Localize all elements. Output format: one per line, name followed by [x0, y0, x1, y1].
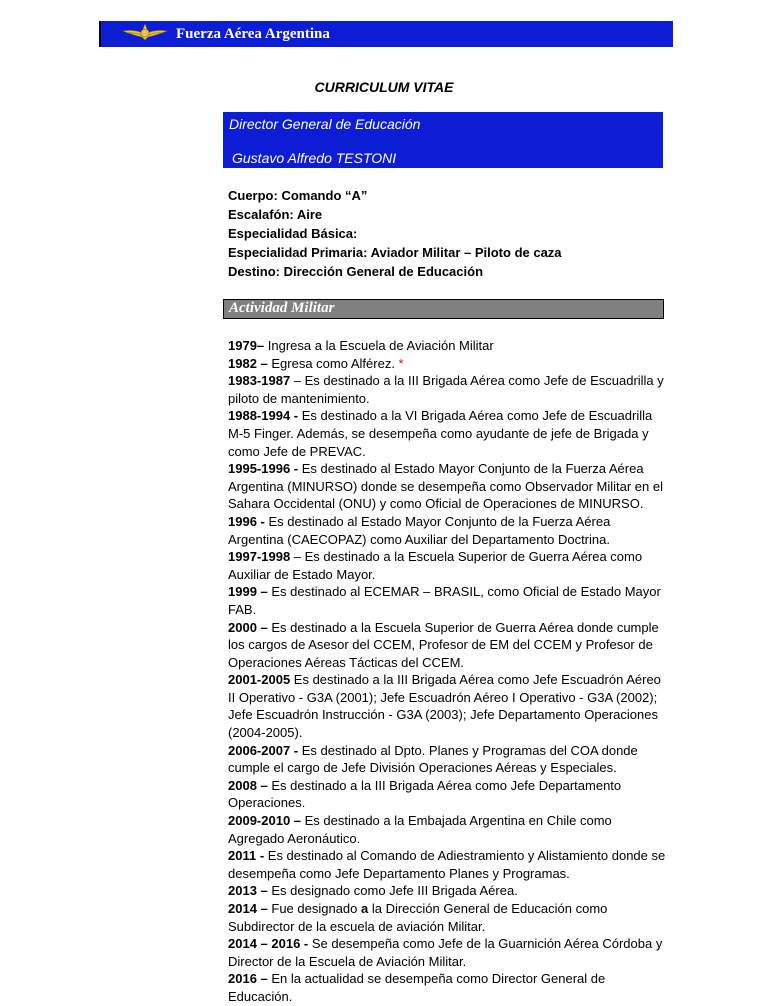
- section-header: [223, 299, 664, 319]
- activity-entry: 1988-1994 - Es destinado a la VI Brigada Aérea como Jefe de Escuadrilla M-5 Finger. Además, se desempeña como ayudante de jefe de Brigada y como Jefe de PREVAC.: [228, 408, 653, 459]
- section-title: Actividad Militar: [229, 300, 335, 316]
- header-bar: [99, 21, 673, 47]
- activity-entry: 2013 – Es designado como Jefe III Brigada Aérea.: [228, 883, 518, 899]
- activity-entry: 1997-1998 – Es destinado a la Escuela Superior de Guerra Aérea como Auxiliar de Estado Mayor.: [228, 549, 643, 582]
- activity-entry: 2008 – Es destinado a la III Brigada Aérea como Jefe Departamento Operaciones.: [228, 777, 622, 811]
- info-line: Escalafón: Aire: [228, 207, 323, 222]
- info-line: Especialidad Básica:: [228, 226, 358, 241]
- activity-entry: 2016 – En la actualidad se desempeña como Director General de Educación.: [228, 971, 606, 1004]
- activity-entry: 2001-2005 Es destinado a la III Brigada Aérea como Jefe Escuadrón Aéreo II Operativo - G3A (2001); Jefe Escuadrón Aéreo I Operativo - G3A (2002); Jefe Escuadrón Instrucción - G3A (2003); Jefe Departamento Operaciones (2004-2005).: [228, 672, 661, 741]
- activity-entry: 1995-1996 - Es destinado al Estado Mayor Conjunto de la Fuerza Aérea Argentina (MINURSO) donde se desempeña como Observador Militar en el Sahara Occidental (ONU) y como Oficial de Operaciones de MINURSO.: [228, 461, 663, 512]
- info-line: Cuerpo: Comando “A”: [228, 188, 368, 203]
- profile-banner: [223, 112, 663, 168]
- activity-entry: 1979– Ingresa a la Escuela de Aviación Militar: [228, 338, 494, 353]
- activity-entry: 1996 - Es destinado al Estado Mayor Conjunto de la Fuerza Aérea Argentina (CAECOPAZ) como Auxiliar del Departamento Doctrina.: [228, 513, 611, 547]
- info-line: Destino: Dirección General de Educación: [228, 264, 484, 279]
- air-force-wings-logo: [121, 22, 169, 46]
- profile-role: Director General de Educación: [229, 116, 421, 132]
- activity-entry: 2014 – 2016 - Se desempeña como Jefe de la Guarnición Aérea Córdoba y Director de la Escuela de Aviación Militar.: [228, 936, 663, 969]
- info-block: [228, 186, 562, 281]
- header-title: Fuerza Aérea Argentina: [176, 26, 330, 42]
- activity-entry: 2014 – Fue designado a la Dirección General de Educación como Subdirector de la escuela de aviación Militar.: [228, 901, 608, 934]
- info-line: Especialidad Primaria: Aviador Militar – Piloto de caza: [228, 245, 562, 260]
- activity-entry: 2000 – Es destinado a la Escuela Superior de Guerra Aérea donde cumple los cargos de Asesor del CCEM, Profesor de EM del CCEM y Profesor de Operaciones Aéreas Tácticas del CCEM.: [228, 619, 659, 670]
- profile-name: Gustavo Alfredo TESTONI: [232, 150, 397, 166]
- activity-entry: 1983-1987 – Es destinado a la III Brigada Aérea como Jefe de Escuadrilla y piloto de mantenimiento.: [228, 373, 664, 406]
- activity-entry: 2006-2007 - Es destinado al Dpto. Planes y Programas del COA donde cumple el cargo de Jefe División Operaciones Aéreas y Especiales.: [228, 742, 638, 776]
- document-title: CURRICULUM VITAE: [314, 79, 454, 95]
- activity-entry: 1999 – Es destinado al ECEMAR – BRASIL, como Oficial de Estado Mayor FAB.: [228, 584, 661, 617]
- activity-entry: 2011 - Es destinado al Comando de Adiestramiento y Alistamiento donde se desempeña como Jefe Departamento Planes y Programas.: [228, 848, 666, 881]
- footnote-star: *: [398, 355, 404, 371]
- activity-list: [228, 337, 666, 1006]
- activity-entry: 2009-2010 – Es destinado a la Embajada Argentina en Chile como Agregado Aeronáutico.: [228, 813, 612, 846]
- activity-entry: 1982 – Egresa como Alférez. *: [228, 355, 404, 371]
